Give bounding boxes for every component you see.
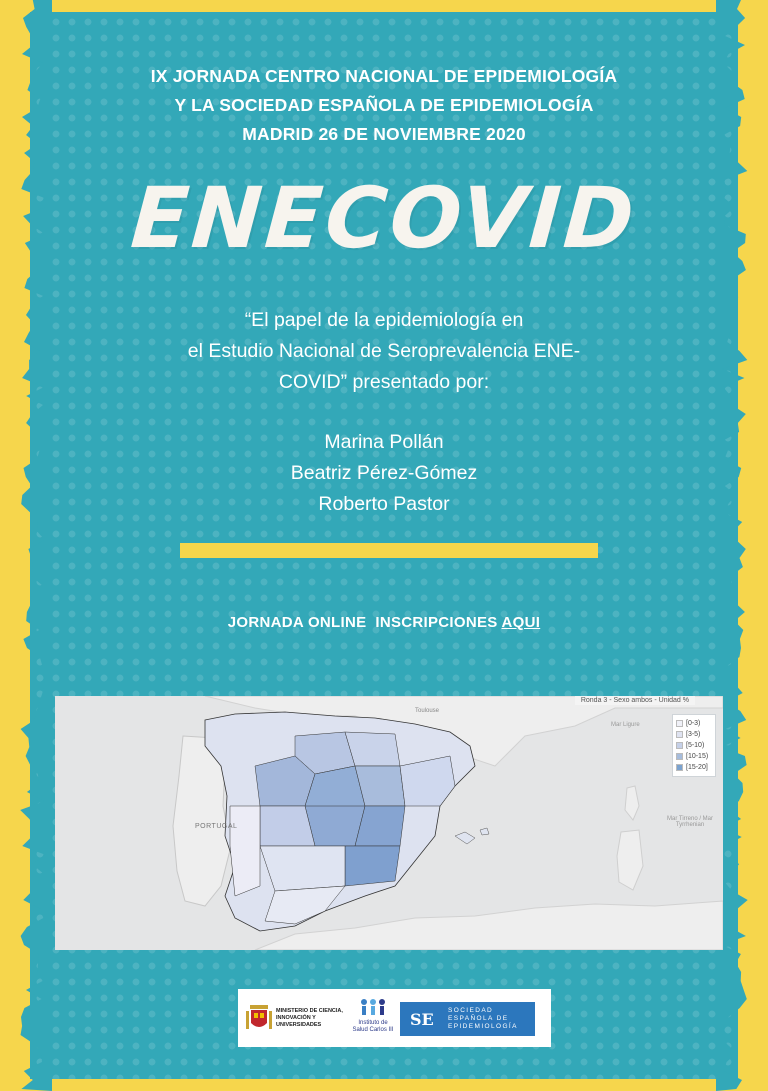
coat-of-arms-icon: [246, 1003, 272, 1033]
isciii-mark-icon: [358, 997, 388, 1015]
legend-swatch: [676, 764, 683, 771]
header-line-1: IX JORNADA CENTRO NACIONAL DE EPIDEMIOLOGÍA: [150, 66, 618, 86]
legend-label: [15-20]: [686, 764, 708, 771]
see-mark: SE: [410, 1009, 434, 1029]
see-name-line: ESPAÑOLA DE: [448, 1015, 509, 1022]
legend-swatch: [676, 720, 683, 727]
talk-subtitle: [120, 305, 648, 398]
subtitle-line-1: “El papel de la epidemiología en: [244, 309, 524, 331]
legend-label: [0-3): [686, 720, 701, 727]
isciii-name: Instituto de Salud Carlos III: [352, 1020, 394, 1033]
map-label-toulouse: Toulouse: [415, 708, 440, 714]
see-name-line: SOCIEDAD: [448, 1007, 494, 1014]
header-line-2: Y LA SOCIEDAD ESPAÑOLA DE EPIDEMIOLOGÍA: [174, 95, 594, 115]
map-canvas: [55, 696, 723, 950]
legend-swatch: [676, 753, 683, 760]
map-label-portugal: PORTUGAL: [195, 823, 238, 830]
province-region: [230, 806, 260, 896]
sardinia-island: [617, 830, 643, 890]
subtitle-line-2: el Estudio Nacional de Seroprevalencia ENE-: [187, 340, 581, 362]
legend-item: [676, 762, 712, 773]
author-name: Marina Pollán: [324, 431, 444, 453]
province-region: [260, 806, 315, 846]
legend-item: [676, 751, 712, 762]
seroprevalence-map[interactable]: [55, 696, 723, 950]
province-region: [345, 846, 400, 886]
subtitle-line-3: COVID” presentado por:: [278, 371, 490, 393]
legend-item: [676, 740, 712, 751]
legend-label: [5-10): [686, 742, 705, 749]
see-name-line: EPIDEMIOLOGÍA: [448, 1023, 518, 1030]
author-name: Beatriz Pérez-Gómez: [290, 462, 478, 484]
registration-text: JORNADA ONLINE INSCRIPCIONES: [227, 614, 502, 631]
map-label-ligure: Mar Ligure: [611, 722, 640, 728]
map-legend: [672, 714, 716, 777]
map-header: Ronda 3 - Sexo ambos - Unidad %: [575, 696, 695, 705]
see-logo: [400, 1002, 535, 1036]
legend-label: [10-15): [686, 753, 709, 760]
event-header: [0, 62, 768, 149]
authors-list: [0, 427, 768, 520]
torn-edge-left: [12, 0, 52, 1091]
yellow-divider: [180, 543, 598, 558]
legend-item: [676, 729, 712, 740]
legend-swatch: [676, 742, 683, 749]
balearic-islands: [455, 832, 475, 844]
ministry-logo: [246, 1003, 346, 1033]
author-name: Roberto Pastor: [318, 493, 450, 515]
sponsor-logos: [238, 989, 551, 1047]
see-name: [448, 1007, 518, 1031]
legend-swatch: [676, 731, 683, 738]
map-label-tirreno: Mar Tirreno / Mar Tyrrhenian: [666, 816, 713, 828]
province-region: [345, 732, 400, 766]
header-line-3: MADRID 26 DE NOVIEMBRE 2020: [242, 124, 526, 144]
ministry-name: MINISTERIO DE CIENCIA, INNOVACIÓN Y UNIVERSIDADES: [276, 1007, 343, 1028]
corsica-island: [625, 786, 639, 820]
registration-line: [0, 614, 768, 631]
legend-label: [3-5): [686, 731, 701, 738]
province-region: [260, 846, 345, 891]
legend-item: [676, 718, 712, 729]
province-region: [305, 806, 365, 846]
page-title: ENECOVID: [128, 169, 640, 267]
isciii-logo: [351, 997, 395, 1034]
balearic-islands: [480, 828, 489, 835]
registration-link[interactable]: AQUI: [501, 614, 541, 631]
